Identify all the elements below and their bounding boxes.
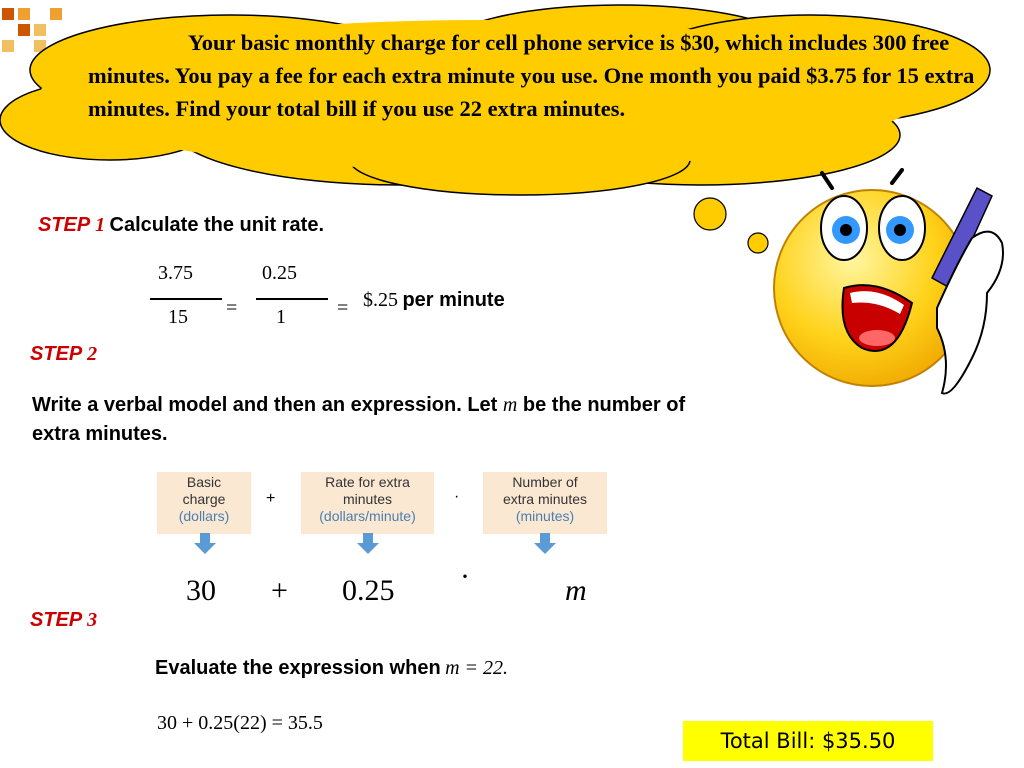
expr-plus: + bbox=[271, 574, 288, 607]
fraction2-denominator: 1 bbox=[276, 306, 286, 328]
fraction2-bar bbox=[256, 298, 328, 300]
expr-term-rate: 0.25 bbox=[342, 574, 395, 607]
model-box-rate: Rate for extra minutes (dollars/minute) bbox=[301, 472, 434, 534]
model-plus-sign: + bbox=[266, 490, 276, 507]
arrow-down-icon bbox=[356, 533, 380, 555]
step1-instruction: Calculate the unit rate. bbox=[109, 214, 325, 236]
fraction2-numerator: 0.25 bbox=[262, 262, 297, 284]
total-bill-box: Total Bill: $35.50 bbox=[683, 721, 933, 761]
step1-label: STEP 1 bbox=[38, 214, 106, 236]
step3-instruction: Evaluate the expression when bbox=[155, 657, 441, 679]
expr-times: · bbox=[460, 560, 470, 593]
model-times-dot: · bbox=[454, 488, 460, 505]
step3-work: 30 + 0.25(22) = 35.5 bbox=[157, 712, 323, 734]
unit-rate-unit: per minute bbox=[402, 289, 505, 311]
step3-instruction-row bbox=[155, 657, 508, 680]
expr-variable-m: m bbox=[565, 574, 587, 607]
arrow-down-icon bbox=[533, 533, 557, 555]
problem-statement: Your basic monthly charge for cell phone service is $30, which includes 300 free minutes. You pay a fee for each extra minute you use. One month you paid $3.75 for 15 extra minutes. Find your total bill if you use 22 extra minutes. bbox=[88, 30, 975, 121]
step2-label: STEP 2 bbox=[30, 343, 98, 365]
step3-label: STEP 3 bbox=[30, 609, 98, 631]
step2-instruction: Write a verbal model and then an expression. Let m be the number of extra minutes. bbox=[32, 394, 686, 445]
step1-row bbox=[38, 214, 324, 237]
equals-sign-2: = bbox=[337, 297, 349, 319]
step3-condition: m = 22. bbox=[445, 657, 509, 679]
fraction1-denominator: 15 bbox=[168, 306, 188, 328]
equals-sign-1: = bbox=[226, 297, 238, 319]
unit-rate-value: $.25 bbox=[363, 289, 398, 311]
model-box-extra-minutes: Number of extra minutes (minutes) bbox=[483, 472, 607, 534]
model-box-basic-charge: Basic charge (dollars) bbox=[157, 472, 251, 534]
arrow-down-icon bbox=[193, 533, 217, 555]
shocked-smiley-phone-icon bbox=[772, 168, 1012, 403]
expr-term-30: 30 bbox=[186, 574, 216, 607]
fraction1-bar bbox=[150, 298, 222, 300]
unit-rate-result bbox=[363, 289, 505, 312]
fraction1-numerator: 3.75 bbox=[158, 262, 193, 284]
